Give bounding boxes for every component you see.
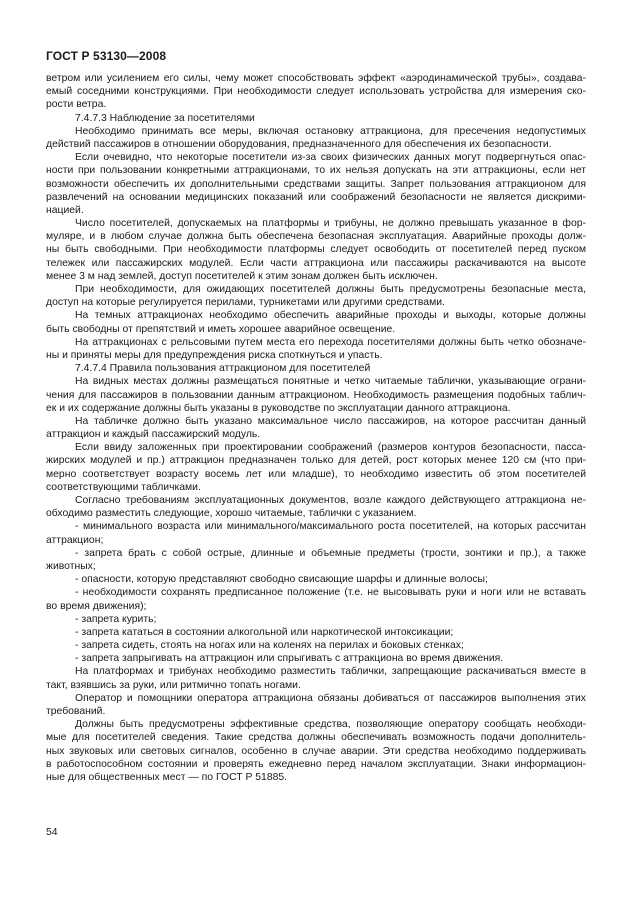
body-text [46, 72, 586, 784]
list-item: - необходимости сохранять предписанное положение (т.е. не высовывать руки и ноги или не вставать [75, 587, 586, 599]
text-line: возможности обеспечить их дополнительными средствами защиты. Запрет пользования аттракционом для [46, 178, 586, 190]
text-line: Если очевидно, что некоторые посетители из-за своих физических данных могут подвергнуться опас- [75, 152, 586, 164]
text-line: во время движения); [46, 600, 147, 612]
section-heading: 7.4.7.4 Правила пользования аттракционом для посетителей [75, 363, 371, 375]
text-line: в работоспособном состоянии и проверять ежедневно перед началом эксплуатации. Знаки информацион- [46, 758, 586, 770]
text-line: ны и приняты меры для предупреждения риска споткнуться и упасть. [46, 349, 383, 361]
text-line: мерно соответствует возрасту восемь лет или младше), то необходимо известить об этом посетителей [46, 468, 586, 480]
text-line: На платформах и трибунах необходимо разместить таблички, запрещающие раскачиваться вместе в [75, 666, 586, 678]
text-line: мые для посетителей сведения. Такие средства должны обеспечивать возможность подачи дополнитель- [46, 732, 586, 744]
text-line: такт, взявшись за руки, или ритмично топать ногами. [46, 679, 301, 691]
list-item: - запрета брать с собой острые, длинные и объемные предметы (трости, зонтики и пр.), а также [75, 547, 586, 559]
text-line: аттракцион и каждый пассажирский модуль. [46, 429, 261, 441]
text-line: обходимо разместить следующие, хорошо читаемые, таблички с указанием. [46, 508, 417, 520]
text-line: ности при пользовании конкретными аттракционами, то их нельзя допускать на эти аттракционы, если нет [46, 165, 586, 177]
text-line: Число посетителей, допускаемых на платформы и трибуны, не должно превышать указанное в фор- [75, 218, 586, 230]
standard-header: ГОСТ Р 53130—2008 [46, 49, 167, 63]
text-line: доступ на которые регулируется перилами, турникетами или другими средствами. [46, 297, 445, 309]
text-line: животных; [46, 560, 96, 572]
text-line: емый соседними конструкциями. При необходимости следует использовать устройства для измерения ско- [46, 86, 586, 98]
list-item: - запрета кататься в состоянии алкогольной или наркотической интоксикации; [75, 626, 454, 638]
text-line: муляре, и в любом случае должна быть обеспечена безопасная эксплуатация. Аварийные проходы долж- [46, 231, 586, 243]
text-line: На табличке должно быть указано максимальное число пассажиров, на которое рассчитан данный [75, 415, 586, 427]
text-line: менее 3 м над землей, доступ посетителей к этим зонам должен быть исключен. [46, 270, 438, 282]
text-line: тележек или пассажирских модулей. Если части аттракциона или пассажиры раскачиваются на высоте [46, 257, 586, 269]
text-line: быть свободны от препятствий и иметь хорошее аварийное освещение. [46, 323, 396, 335]
list-item: - запрета запрыгивать на аттракцион или спрыгивать с аттракциона во время движения. [75, 653, 504, 665]
text-line: Если ввиду заложенных при проектировании соображений (размеров контуров безопасности, пасса- [75, 442, 586, 454]
text-line: При необходимости, для ожидающих посетителей должны быть предусмотрены безопасные места, [75, 284, 586, 295]
text-line: ветром или усилением его силы, чему может способствовать эффект «аэродинамической трубы», создава- [46, 73, 586, 84]
text-line: действий пассажиров в отношении оборудования, предназначенного для обеспечения их безопасности. [46, 138, 552, 150]
text-line: ны быть свободными. При необходимости платформы следует освободить от посетителей перед пуском [46, 244, 586, 256]
text-line: ных звуковых или световых сигналов, особенно в случае аварии. Эти средства необходимо поддерживать [46, 745, 586, 757]
text-line: рости ветра. [46, 99, 107, 111]
text-line: нацией. [46, 204, 84, 216]
text-line: Согласно требованиям эксплуатационных документов, возле каждого действующего аттракциона не- [75, 495, 586, 506]
text-line: На аттракционах с рельсовыми путем места его перехода посетителями должны быть четко обозначе- [75, 336, 586, 348]
list-item: - минимального возраста или минимального/максимального роста посетителей, на которых рассчитан [75, 521, 586, 533]
text-line: чения для пассажиров в пользовании данным аттракционом. Необходимость размещения подобных таблич- [46, 389, 586, 401]
text-line: На видных местах должны размещаться понятные и четко читаемые таблички, указывающие ограни- [75, 376, 586, 388]
text-line: Оператор и помощники оператора аттракциона обязаны добиваться от пассажиров выполнения этих [75, 692, 586, 704]
section-heading: 7.4.7.3 Наблюдение за посетителями [75, 112, 255, 124]
text-line: ные для общественных мест — по ГОСТ Р 51885. [46, 771, 288, 783]
text-line: На темных аттракционах необходимо обеспечить аварийные проходы и выходы, которые должны [75, 310, 586, 322]
list-item: - запрета курить; [75, 613, 157, 625]
page-number: 54 [46, 827, 58, 838]
list-item: - запрета сидеть, стоять на ногах или на коленях на перилах и боковых стенках; [75, 640, 464, 652]
text-line: ек и их содержание должны быть указаны в руководстве по эксплуатации данного аттракциона. [46, 402, 511, 414]
text-line: Должны быть предусмотрены эффективные средства, позволяющие оператору сообщать необходи- [75, 719, 586, 731]
list-item: - опасности, которую представляют свободно свисающие шарфы и длинные волосы; [75, 574, 488, 586]
text-line: аттракцион; [46, 534, 104, 546]
text-line: Необходимо принимать все меры, включая остановку аттракциона, для пресечения недопустимых [75, 125, 586, 137]
text-line: соответствующими табличками. [46, 481, 201, 493]
text-line: жирских модулей и пр.) аттракцион предназначен только для детей, рост которых менее 120 см (что при- [46, 455, 586, 467]
text-line: развлечений на основании медицинских показаний или соображений безопасности не является дискрими- [46, 191, 586, 203]
text-line: требований. [46, 706, 106, 717]
